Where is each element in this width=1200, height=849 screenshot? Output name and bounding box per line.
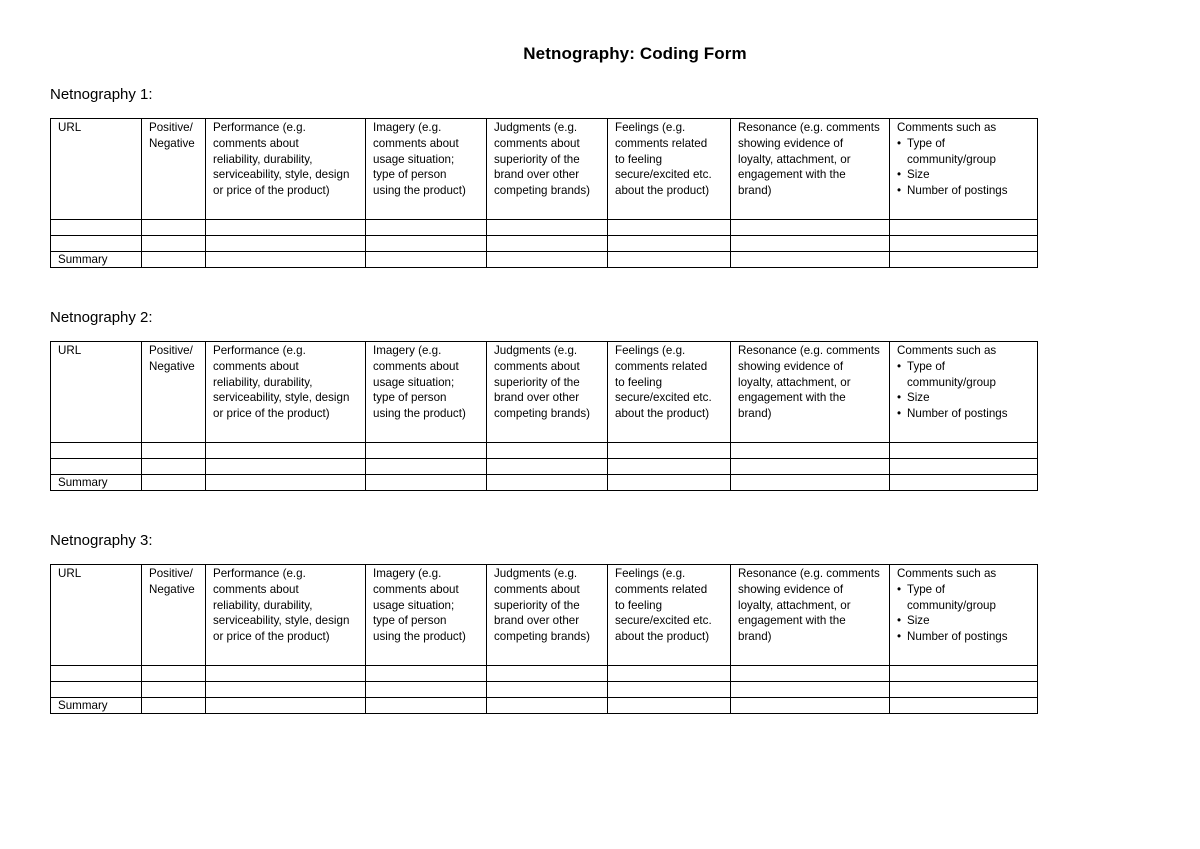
header-row bbox=[51, 342, 1038, 443]
header-feelings: Feelings (e.g. comments related to feeling secure/excited etc. about the product) bbox=[608, 119, 731, 220]
coding-table bbox=[50, 118, 1038, 268]
page-title: Netnography: Coding Form bbox=[523, 44, 747, 63]
coding-table bbox=[50, 564, 1038, 714]
netnography-section-2 bbox=[50, 308, 1038, 491]
table-cell[interactable] bbox=[206, 236, 366, 252]
table-cell[interactable] bbox=[608, 666, 731, 682]
bullet-icon: • bbox=[897, 630, 902, 644]
bullet-icon: • bbox=[897, 359, 902, 373]
table-cell[interactable] bbox=[51, 682, 142, 698]
header-url: URL bbox=[51, 565, 142, 666]
table-row bbox=[51, 220, 1038, 236]
table-cell[interactable] bbox=[142, 666, 206, 682]
table-cell[interactable] bbox=[142, 698, 206, 714]
table-cell[interactable] bbox=[206, 252, 366, 268]
table-cell[interactable] bbox=[487, 220, 608, 236]
header-resonance: Resonance (e.g. comments showing evidence of loyalty, attachment, or engagement with the brand) bbox=[731, 119, 890, 220]
header-comments: Comments such as • Type of community/group • Size • Number of postings bbox=[890, 565, 1038, 666]
header-imagery: Imagery (e.g. comments about usage situation; type of person using the product) bbox=[366, 342, 487, 443]
table-cell[interactable] bbox=[366, 252, 487, 268]
summary-label: Summary bbox=[58, 699, 108, 712]
table-cell[interactable] bbox=[608, 252, 731, 268]
bullet-icon: • bbox=[897, 184, 902, 198]
header-judgments: Judgments (e.g. comments about superiority of the brand over other competing brands) bbox=[487, 565, 608, 666]
header-feelings: Feelings (e.g. comments related to feeling secure/excited etc. about the product) bbox=[608, 342, 731, 443]
table-cell[interactable] bbox=[206, 459, 366, 475]
table-cell[interactable] bbox=[206, 443, 366, 459]
table-cell[interactable] bbox=[890, 236, 1038, 252]
table-cell[interactable] bbox=[51, 220, 142, 236]
table-cell[interactable] bbox=[366, 682, 487, 698]
table-cell[interactable] bbox=[142, 443, 206, 459]
table-cell[interactable] bbox=[608, 220, 731, 236]
table-cell[interactable] bbox=[142, 475, 206, 491]
header-performance: Performance (e.g. comments about reliability, durability, serviceability, style, design or price of the product) bbox=[206, 119, 366, 220]
table-cell[interactable] bbox=[366, 475, 487, 491]
table-cell[interactable] bbox=[608, 459, 731, 475]
table-cell[interactable] bbox=[142, 252, 206, 268]
table-cell[interactable] bbox=[890, 459, 1038, 475]
header-positive-negative: Positive/ Negative bbox=[142, 119, 206, 220]
table-cell[interactable] bbox=[366, 698, 487, 714]
table-cell[interactable] bbox=[142, 236, 206, 252]
header-url: URL bbox=[51, 119, 142, 220]
section-heading: Netnography 3: bbox=[50, 532, 153, 549]
table-cell[interactable] bbox=[206, 475, 366, 491]
bullet-icon: • bbox=[897, 407, 902, 421]
header-imagery: Imagery (e.g. comments about usage situation; type of person using the product) bbox=[366, 119, 487, 220]
table-cell[interactable] bbox=[608, 682, 731, 698]
bullet-icon: • bbox=[897, 168, 902, 182]
bullet-icon: • bbox=[897, 391, 902, 405]
section-heading: Netnography 1: bbox=[50, 86, 153, 103]
header-imagery: Imagery (e.g. comments about usage situation; type of person using the product) bbox=[366, 565, 487, 666]
table-cell[interactable] bbox=[608, 236, 731, 252]
summary-label: Summary bbox=[58, 253, 108, 266]
bullet-icon: • bbox=[897, 582, 902, 596]
netnography-section-1 bbox=[50, 85, 1038, 268]
table-cell[interactable] bbox=[51, 236, 142, 252]
summary-label-cell bbox=[51, 698, 142, 714]
table-cell[interactable] bbox=[51, 443, 142, 459]
table-cell[interactable] bbox=[890, 666, 1038, 682]
table-row bbox=[51, 443, 1038, 459]
table-row bbox=[51, 236, 1038, 252]
header-judgments: Judgments (e.g. comments about superiority of the brand over other competing brands) bbox=[487, 342, 608, 443]
header-performance: Performance (e.g. comments about reliability, durability, serviceability, style, design or price of the product) bbox=[206, 342, 366, 443]
table-cell[interactable] bbox=[487, 459, 608, 475]
table-cell[interactable] bbox=[731, 698, 890, 714]
table-cell[interactable] bbox=[142, 682, 206, 698]
table-cell[interactable] bbox=[890, 698, 1038, 714]
table-cell[interactable] bbox=[142, 459, 206, 475]
header-judgments: Judgments (e.g. comments about superiority of the brand over other competing brands) bbox=[487, 119, 608, 220]
table-cell[interactable] bbox=[366, 459, 487, 475]
summary-row bbox=[51, 252, 1038, 268]
table-cell[interactable] bbox=[206, 666, 366, 682]
summary-label-cell bbox=[51, 475, 142, 491]
table-cell[interactable] bbox=[731, 252, 890, 268]
table-cell[interactable] bbox=[608, 443, 731, 459]
header-resonance: Resonance (e.g. comments showing evidence of loyalty, attachment, or engagement with the brand) bbox=[731, 565, 890, 666]
table-cell[interactable] bbox=[206, 220, 366, 236]
table-row bbox=[51, 459, 1038, 475]
table-cell[interactable] bbox=[890, 443, 1038, 459]
table-cell[interactable] bbox=[206, 682, 366, 698]
section-heading: Netnography 2: bbox=[50, 309, 153, 326]
table-cell[interactable] bbox=[731, 666, 890, 682]
table-cell[interactable] bbox=[366, 236, 487, 252]
table-cell[interactable] bbox=[731, 475, 890, 491]
summary-label: Summary bbox=[58, 476, 108, 489]
header-comments: Comments such as • Type of community/group • Size • Number of postings bbox=[890, 342, 1038, 443]
table-row bbox=[51, 666, 1038, 682]
header-feelings: Feelings (e.g. comments related to feeling secure/excited etc. about the product) bbox=[608, 565, 731, 666]
table-cell[interactable] bbox=[366, 443, 487, 459]
table-cell[interactable] bbox=[890, 475, 1038, 491]
coding-table bbox=[50, 341, 1038, 491]
table-cell[interactable] bbox=[487, 682, 608, 698]
netnography-section-3 bbox=[50, 531, 1038, 714]
bullet-icon: • bbox=[897, 136, 902, 150]
header-row bbox=[51, 565, 1038, 666]
table-cell[interactable] bbox=[51, 666, 142, 682]
table-cell[interactable] bbox=[487, 698, 608, 714]
header-row bbox=[51, 119, 1038, 220]
table-cell[interactable] bbox=[487, 236, 608, 252]
table-cell[interactable] bbox=[142, 220, 206, 236]
header-positive-negative: Positive/ Negative bbox=[142, 565, 206, 666]
table-cell[interactable] bbox=[366, 666, 487, 682]
summary-row bbox=[51, 698, 1038, 714]
table-cell[interactable] bbox=[731, 682, 890, 698]
table-cell[interactable] bbox=[487, 666, 608, 682]
summary-row bbox=[51, 475, 1038, 491]
header-url: URL bbox=[51, 342, 142, 443]
table-cell[interactable] bbox=[731, 459, 890, 475]
table-cell[interactable] bbox=[487, 443, 608, 459]
header-performance: Performance (e.g. comments about reliability, durability, serviceability, style, design or price of the product) bbox=[206, 565, 366, 666]
table-cell[interactable] bbox=[608, 475, 731, 491]
header-resonance: Resonance (e.g. comments showing evidence of loyalty, attachment, or engagement with the brand) bbox=[731, 342, 890, 443]
summary-label-cell bbox=[51, 252, 142, 268]
table-row bbox=[51, 682, 1038, 698]
bullet-icon: • bbox=[897, 614, 902, 628]
table-cell[interactable] bbox=[206, 698, 366, 714]
table-cell[interactable] bbox=[731, 443, 890, 459]
table-cell[interactable] bbox=[890, 220, 1038, 236]
table-cell[interactable] bbox=[51, 459, 142, 475]
table-cell[interactable] bbox=[890, 682, 1038, 698]
header-positive-negative: Positive/ Negative bbox=[142, 342, 206, 443]
table-cell[interactable] bbox=[731, 220, 890, 236]
header-comments: Comments such as • Type of community/group • Size • Number of postings bbox=[890, 119, 1038, 220]
table-cell[interactable] bbox=[731, 236, 890, 252]
table-cell[interactable] bbox=[890, 252, 1038, 268]
table-cell[interactable] bbox=[487, 252, 608, 268]
table-cell[interactable] bbox=[608, 698, 731, 714]
table-cell[interactable] bbox=[366, 220, 487, 236]
table-cell[interactable] bbox=[487, 475, 608, 491]
